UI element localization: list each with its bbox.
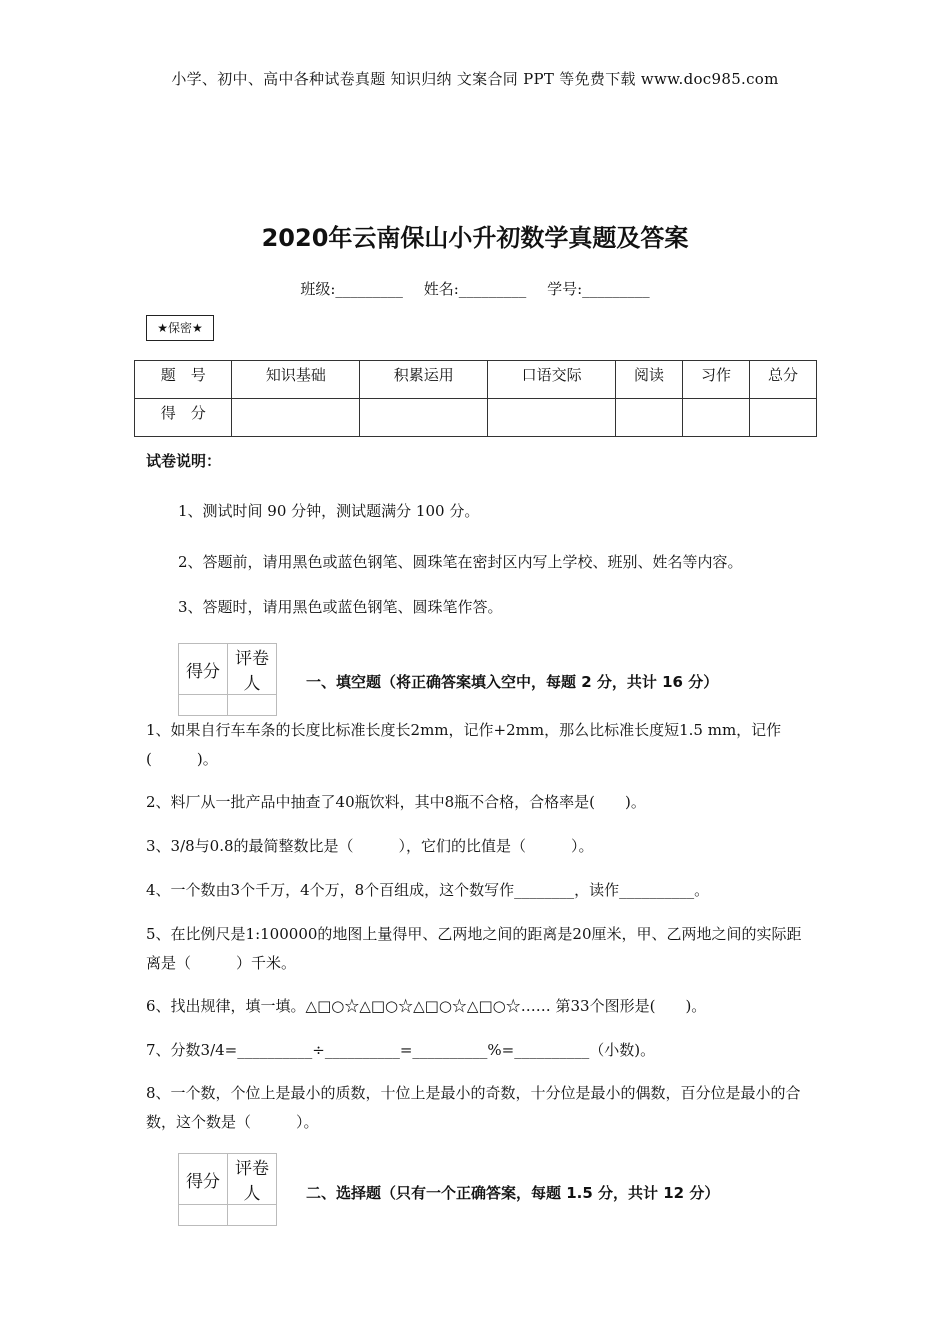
- page-header: 小学、初中、高中各种试卷真题 知识归纳 文案合同 PPT 等免费下载 www.doc985.com: [171, 70, 779, 88]
- question: 1、如果自行车车条的长度比标准长度长2mm，记作+2mm，那么比标准长度短1.5 mm，记作( )。: [146, 721, 782, 768]
- grader-box-score-label: 得分: [179, 644, 228, 695]
- instruction-item: 2、答题前，请用黑色或蓝色钢笔、圆珠笔在密封区内写上学校、班别、姓名等内容。: [178, 553, 743, 571]
- score-cell[interactable]: [682, 399, 749, 437]
- question: 3、3/8与0.8的最简整数比是（ ），它们的比值是（ ）。: [146, 837, 594, 855]
- name-field[interactable]: 姓名:_________: [423, 280, 527, 298]
- question: 8、一个数，个位上是最小的质数，十位上是最小的奇数，十分位是最小的偶数，百分位是最小的合数，这个数是（ ）。: [146, 1084, 801, 1131]
- section-2-title: 二、选择题（只有一个正确答案，每题 1.5 分，共计 12 分）: [306, 1184, 720, 1202]
- grader-box-score-label: 得分: [179, 1154, 228, 1205]
- score-cell[interactable]: [232, 399, 360, 437]
- instruction-item: 3、答题时，请用黑色或蓝色钢笔、圆珠笔作答。: [178, 598, 503, 616]
- student-info-line: [0, 278, 950, 299]
- question: 4、一个数由3个千万，4个万，8个百组成，这个数写作________，读作__________。: [146, 881, 710, 899]
- header-cell: 积累运用: [360, 361, 488, 399]
- score-table-header-row: [135, 361, 817, 399]
- instruction-item: 1、测试时间 90 分钟，测试题满分 100 分。: [178, 502, 480, 520]
- question: 7、分数3/4=__________÷__________=__________%=__________（小数)。: [146, 1041, 656, 1059]
- grader-box-score-cell[interactable]: [179, 695, 228, 716]
- question: 5、在比例尺是1:100000的地图上量得甲、乙两地之间的距离是20厘米，甲、乙两地之间的实际距离是（ ）千米。: [146, 925, 802, 972]
- grader-box-score-cell[interactable]: [179, 1205, 228, 1226]
- score-cell[interactable]: [616, 399, 683, 437]
- exam-title: 2020年云南保山小升初数学真题及答案: [261, 224, 689, 252]
- class-field[interactable]: 班级:_________: [300, 280, 403, 298]
- score-cell[interactable]: [488, 399, 616, 437]
- score-table-score-row: [135, 399, 817, 437]
- section-1-title: 一、填空题（将正确答案填入空中，每题 2 分，共计 16 分）: [306, 673, 719, 691]
- grader-box-grader-label: 评卷人: [228, 1154, 277, 1205]
- row-label-cell: 得 分: [135, 399, 232, 437]
- grader-box: [178, 1153, 277, 1226]
- score-cell[interactable]: [360, 399, 488, 437]
- score-cell[interactable]: [749, 399, 816, 437]
- question: 6、找出规律，填一填。△□○☆△□○☆△□○☆△□○☆…… 第33个图形是( )。: [146, 997, 707, 1015]
- student-id-field[interactable]: 学号:_________: [547, 280, 650, 298]
- header-cell: 题 号: [135, 361, 232, 399]
- instructions-title: 试卷说明：: [146, 452, 222, 470]
- header-cell: 总分: [749, 361, 816, 399]
- grader-box-grader-cell[interactable]: [228, 695, 277, 716]
- header-cell: 知识基础: [232, 361, 360, 399]
- grader-box: [178, 643, 277, 716]
- header-cell: 习作: [682, 361, 749, 399]
- header-cell: 口语交际: [488, 361, 616, 399]
- grader-box-grader-label: 评卷人: [228, 644, 277, 695]
- header-cell: 阅读: [616, 361, 683, 399]
- confidential-label: ★保密★: [146, 315, 214, 341]
- grader-box-grader-cell[interactable]: [228, 1205, 277, 1226]
- question: 2、料厂从一批产品中抽查了40瓶饮料，其中8瓶不合格，合格率是( )。: [146, 793, 646, 811]
- score-table: [134, 360, 817, 437]
